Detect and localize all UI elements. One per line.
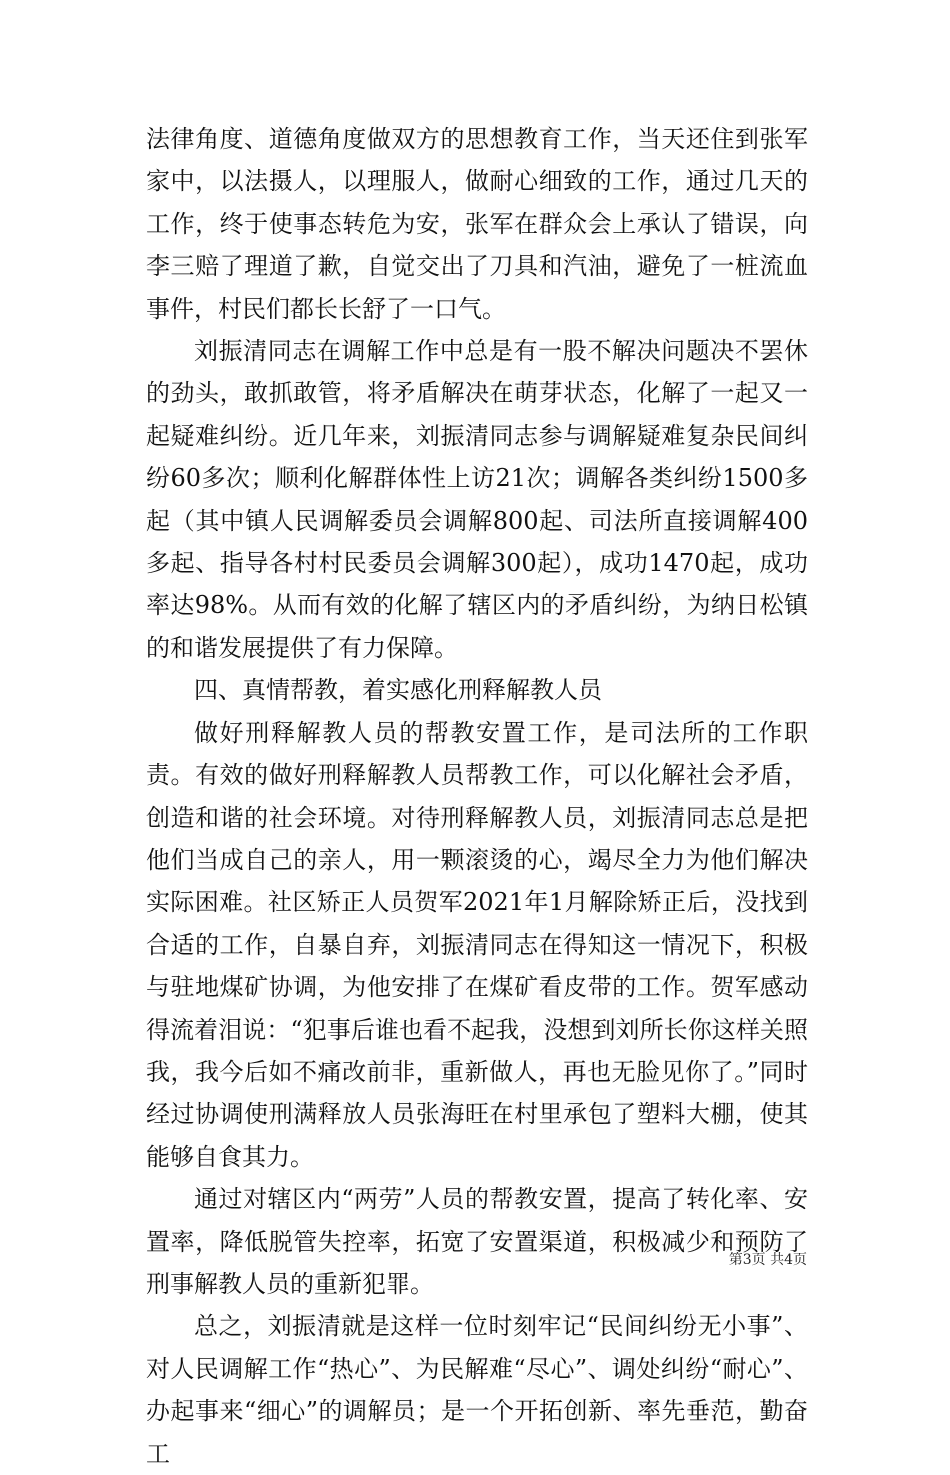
page-number-footer: 第3页 共4页 [728, 1252, 807, 1268]
document-body [146, 118, 808, 1475]
paragraph-summary: 总之，刘振清就是这样一位时刻牢记“民间纠纷无小事”、对人民调解工作“热心”、为民解难“尽心”、调处纠纷“耐心”、办起事来“细心”的调解员；是一个开拓创新、率先垂范，勤奋工 [146, 1312, 808, 1468]
section-heading: 四、真情帮教，着实感化刑释解教人员 [194, 676, 602, 705]
paragraph-continuation: 法律角度、道德角度做双方的思想教育工作，当天还住到张军家中，以法摄人，以理服人，做耐心细致的工作，通过几天的工作，终于使事态转危为安，张军在群众会上承认了错误，向李三赔了理道了歉，自觉交出了刀具和汽油，避免了一桩流血事件，村民们都长长舒了一口气。 [146, 125, 808, 323]
paragraph-resettlement: 通过对辖区内“两劳”人员的帮教安置，提高了转化率、安置率，降低脱管失控率，拓宽了安置渠道，积极减少和预防了刑事解教人员的重新犯罪。 [146, 1185, 808, 1298]
paragraph-rehabilitation: 做好刑释解教人员的帮教安置工作，是司法所的工作职责。有效的做好刑释解教人员帮教工作，可以化解社会矛盾，创造和谐的社会环境。对待刑释解教人员，刘振清同志总是把他们当成自己的亲人，用一颗滚烫的心，竭尽全力为他们解决实际困难。社区矫正人员贺军2021年1月解除矫正后，没找到合适的工作，自暴自弃，刘振清同志在得知这一情况下，积极与驻地煤矿协调，为他安排了在煤矿看皮带的工作。贺军感动得流着泪说：“犯事后谁也看不起我，没想到刘所长你这样关照我，我今后如不痛改前非，重新做人，再也无脸见你了。”同时经过协调使刑满释放人员张海旺在村里承包了塑料大棚，使其能够自食其力。 [146, 718, 808, 1171]
paragraph-mediation-work: 刘振清同志在调解工作中总是有一股不解决问题决不罢休的劲头，敢抓敢管，将矛盾解决在萌芽状态，化解了一起又一起疑难纠纷。近几年来，刘振清同志参与调解疑难复杂民间纠纷60多次；顺利化解群体性上访21次；调解各类纠纷1500多起（其中镇人民调解委员会调解800起、司法所直接调解400多起、指导各村村民委员会调解300起），成功1470起，成功率达98%。从而有效的化解了辖区内的矛盾纠纷，为纳日松镇的和谐发展提供了有力保障。 [146, 337, 808, 662]
